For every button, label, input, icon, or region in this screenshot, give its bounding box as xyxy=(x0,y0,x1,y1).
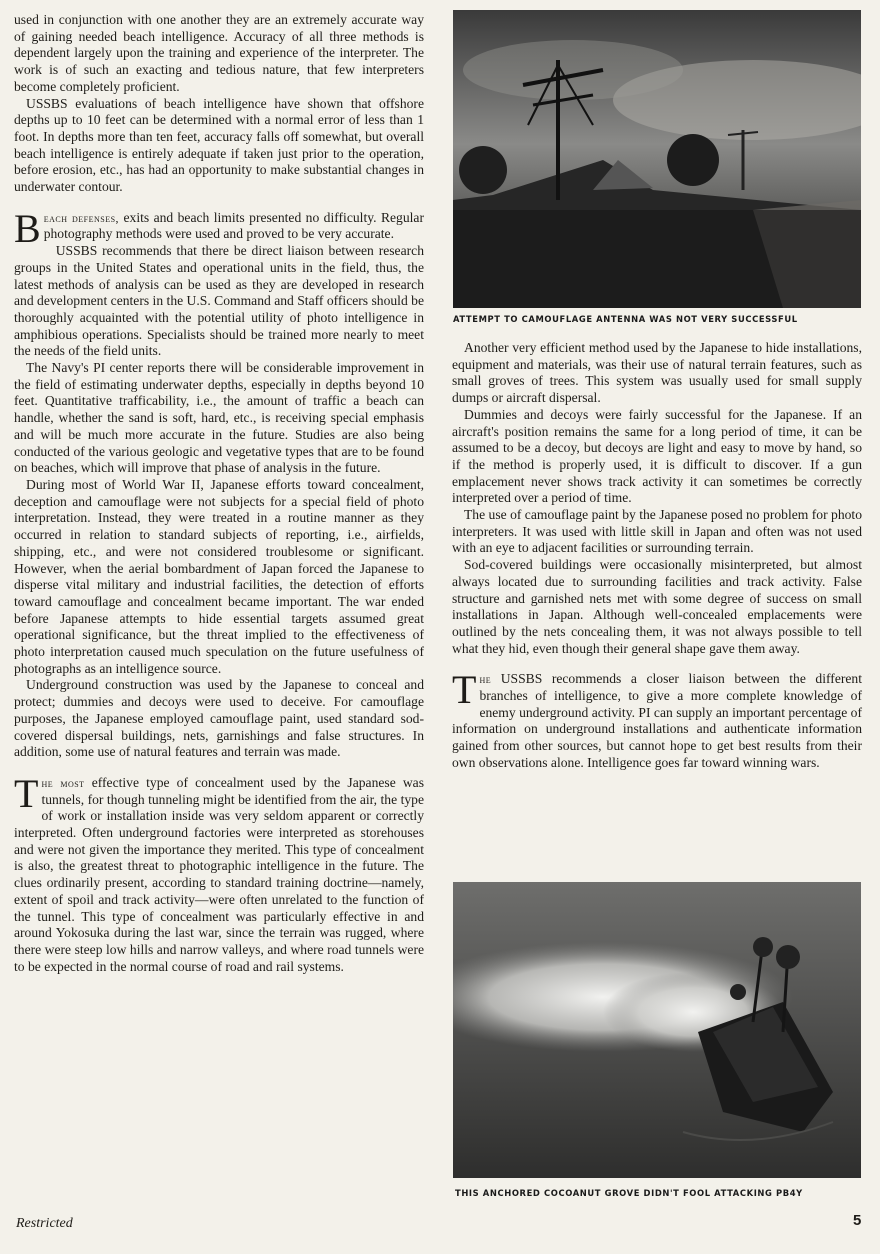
paragraph-text: exits and beach limits presented no difficulty. Regular photography methods were used and proved to be very accurate. xyxy=(43,209,424,242)
paragraph: Sod-covered buildings were occasionally misinterpreted, but almost always located due to surrounding facilities and track activity. False structure and garnished nets met with some degree of success on small installations in Japan. Although well-concealed emplacements were outlined by the nets concealing them, it was not always possible to tell what they hid, even though their general shape gave them away. xyxy=(452,557,862,656)
restricted-label: Restricted xyxy=(16,1216,73,1231)
paragraph: USSBS evaluations of beach intelligence have shown that offshore depths up to 10 feet can be determined with a normal error of less than 1 foot. In depths more than ten feet, accuracy falls off somewhat, but overall beach intelligence is entirely adequate if taken just prior to the operation, before erosion, etc., has had an opportunity to make substantial changes in underwater contour. xyxy=(14,95,424,195)
antenna-photo xyxy=(453,10,861,308)
page-number: 5 xyxy=(853,1212,862,1229)
paragraph-text: USSBS recommends a closer liaison between the different branches of intelligence, to give a more complete knowledge of enemy underground activity. PI can supply an important percentage of information on underground installations and authenticate information gained from other sources, but cannot hope to get best results from their own observations alone. Intelligence goes far toward winning wars. xyxy=(452,671,862,770)
paragraph: Another very efficient method used by the Japanese to hide installations, equipment and materials, was their use of natural terrain features, such as small groves of trees. This system was usually used for small supply dumps or aircraft dispersal. xyxy=(452,340,862,406)
paragraph: Dummies and decoys were fairly successful for the Japanese. If an aircraft's position remains the same for a long period of time, it can be assumed to be a decoy, but decoys are light and easy to move by hand, so if the method is properly used, it is difficult to discover. If a gun emplacement never shows track activity it can sometimes be correctly interpreted over a period of time. xyxy=(452,406,862,506)
paragraph-liaison xyxy=(452,667,862,771)
photo-caption: THIS ANCHORED COCOANUT GROVE DIDN'T FOOL ATTACKING PB4Y xyxy=(455,1188,803,1198)
paragraph-text: effective type of concealment used by the Japanese was tunnels, for though tunneling might be identified from the air, the type of work or installation inside was very seldom apparent or correctly interpreted. Often underground factories were interpreted as storehouses and were not given the importance they merited. This type of concealment is also, the greatest threat to photographic intelligence in the future. The clues ordinarily present, according to standard training doctrine—namely, extent of spoil and track activity—were often unrelated to the function of the tunnel. This type of concealment was particularly effective in and around Yokosuka during the last war, since the terrain was rugged, where there were steep low hills and narrow valleys, and where road tunnels were to be expected in the normal course of road and rail systems. xyxy=(14,774,425,974)
paragraph: Underground construction was used by the Japanese to conceal and protect; dummies and decoys were used to deceive. For camouflage purposes, the Japanese employed camouflage paint, used standard sod-covered dispersal buildings, nets, garnishings and false structures. In addition, some use of natural features and terrain was made. xyxy=(14,677,424,760)
drop-cap: T xyxy=(14,770,39,816)
paragraph-tunnels xyxy=(14,770,425,975)
cocoanut-grove-photo xyxy=(453,882,861,1178)
photo-caption: ATTEMPT TO CAMOUFLAGE ANTENNA WAS NOT VERY SUCCESSFUL xyxy=(453,314,798,324)
paragraph: The use of camouflage paint by the Japanese posed no problem for photo interpreters. It was used with little skill in Japan and often was not used with an eye to adjacent facilities or surrounding terrain. xyxy=(452,507,862,556)
right-column xyxy=(452,340,862,772)
paragraph: USSBS recommends that there be direct liaison between research groups in the United States and operational units in the field, thus, the latest methods of analysis can be used as they are developed in research and development centers in the U.S. Command and Staff officers should be thoroughly acquainted with the potential utility of photo intelligence in amphibious operations. Specialists should be trained more nearly to meet the needs of the field units. xyxy=(14,243,424,359)
paragraph: During most of World War II, Japanese efforts toward concealment, deception and camouflage were not subjects for a special field of photo interpretation. Instead, they were treated in a routine manner as they occurred in relation to standard subjects of reporting, i.e., airfields, shipping, etc., and were not considered troublesome or significant. However, when the aerial bombardment of Japan forced the Japanese to disperse vital military and industrial facilities, the detection of efforts toward camouflage and concealment became important. The war ended before Japanese attempts to hide essential targets assumed great operational significance, but the threat implied to the effectiveness of photo interpretation caused much speculation on the future usefulness of photographs as an intelligence source. xyxy=(14,476,424,676)
small-caps-lead: he xyxy=(479,672,492,687)
left-column xyxy=(14,12,424,975)
drop-cap: T xyxy=(452,667,477,713)
small-caps-lead: each defenses, xyxy=(43,210,120,225)
drop-cap: B xyxy=(14,205,41,251)
paragraph-beach-defenses xyxy=(14,205,424,251)
paragraph: used in conjunction with one another they are an extremely accurate way of gaining needed beach intelligence. Accuracy of all three methods is dependent largely upon the training and experience of the interpreter. The work is of such an exacting and tedious nature, that few interpreters become completely proficient. xyxy=(14,12,424,94)
small-caps-lead: he most xyxy=(41,775,85,790)
paragraph: The Navy's PI center reports there will be considerable improvement in the field of estimating underwater depths, especially in depths beyond 10 feet. Quantitative trafficability, i.e., the amount of traffic a beach can handle, whether the sand is soft, hard, etc., is receiving special emphasis and will be much more accurate in the future. Studies are also being conducted of the various geologic and vegetative types that are to be found on beaches, which will improve that phase of analysis in the future. xyxy=(14,360,424,476)
